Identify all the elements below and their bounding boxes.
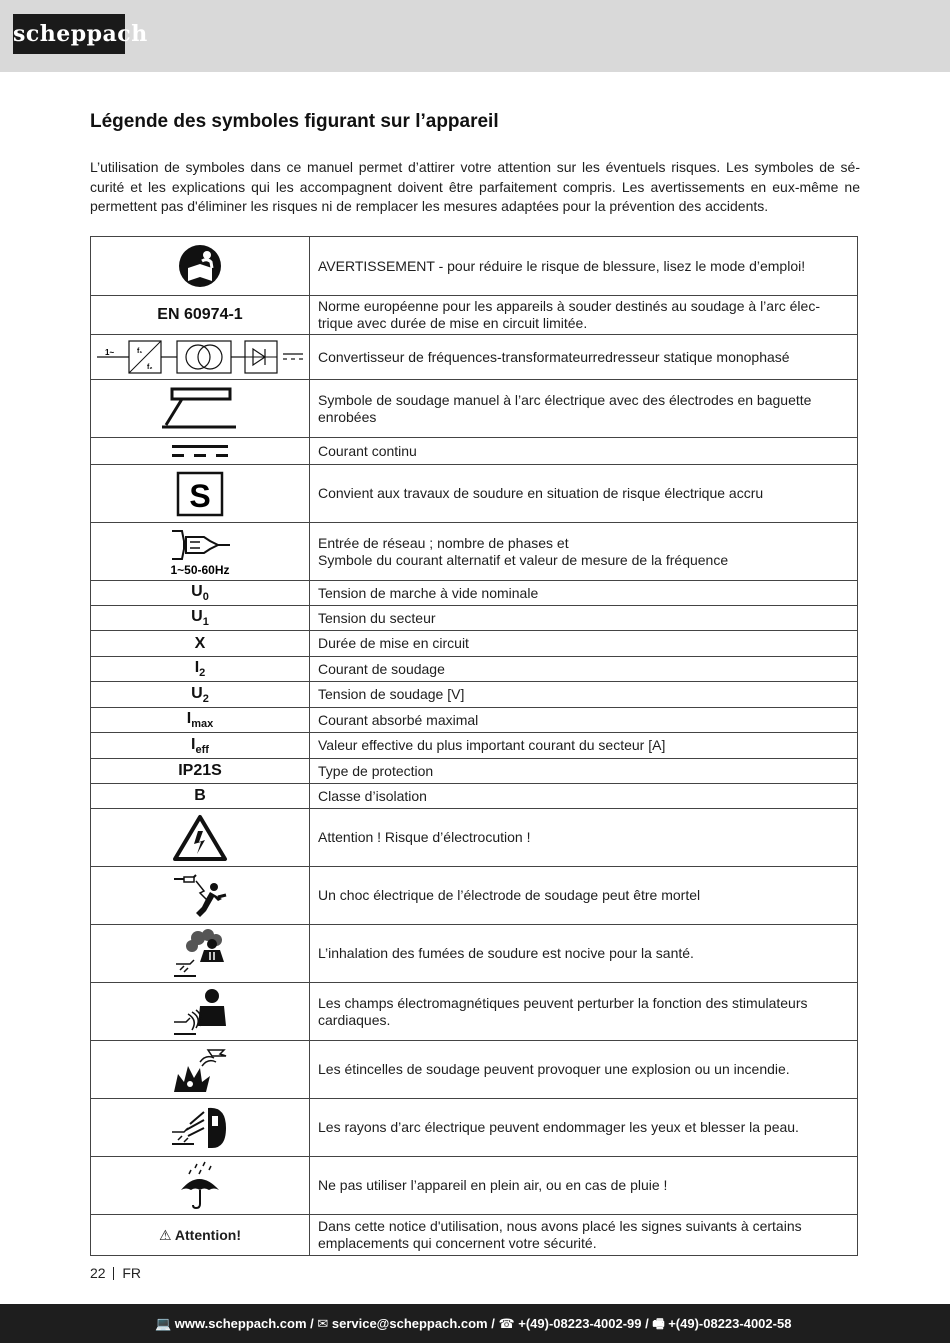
f1-label: f₁ xyxy=(137,348,143,355)
description-cell: Les champs électromagnétiques peuvent perturber la fonction des stimulateurs cardiaques. xyxy=(310,983,858,1041)
symbol-cell xyxy=(91,606,310,631)
s-letter: S xyxy=(189,477,211,514)
no-rain-icon xyxy=(175,1160,225,1212)
symbol-subscript: 2 xyxy=(199,667,206,679)
symbol-label xyxy=(186,710,214,730)
symbol-cell xyxy=(91,335,310,380)
symbol-subscript: 2 xyxy=(202,692,209,705)
symbol-main: U xyxy=(191,684,203,702)
description-cell: Valeur effective du plus important courant du secteur [A] xyxy=(310,733,858,759)
symbol-main: U xyxy=(191,608,203,625)
page-number xyxy=(90,1265,141,1281)
table-row xyxy=(91,809,858,867)
symbol-label xyxy=(191,608,209,628)
language-code: FR xyxy=(122,1265,142,1281)
symbol-label: B xyxy=(194,787,206,804)
symbol-label: X xyxy=(194,634,206,652)
table-row xyxy=(91,1215,858,1256)
symbol-cell xyxy=(91,237,310,296)
symbol-cell xyxy=(91,1041,310,1099)
table-row xyxy=(91,335,858,380)
description-cell: AVERTISSEMENT - pour réduire le risque de blessure, lisez le mode d’emploi! xyxy=(310,237,858,296)
symbol-cell xyxy=(91,1099,310,1157)
read-manual-icon xyxy=(178,244,222,288)
description-cell: Les rayons d’arc électrique peuvent endommager les yeux et blesser la peau. xyxy=(310,1099,858,1157)
symbol-cell xyxy=(91,809,310,867)
electric-hazard-icon xyxy=(172,814,228,862)
standard-label: EN 60974-1 xyxy=(157,306,243,323)
symbol-subscript: eff xyxy=(195,743,209,756)
symbol-label xyxy=(191,684,209,705)
table-row xyxy=(91,733,858,759)
table-row xyxy=(91,237,858,296)
symbol-main: I xyxy=(194,659,200,676)
symbol-cell xyxy=(91,733,310,759)
intro-paragraph: L’utilisation de symboles dans ce manuel permet d’attirer votre attention sur les éventuels risques. Les symboles de sé-curité et les explications qui les accompagnent doivent être parfaitement compris. Les avertissements en eux-même ne permettent pas d'éliminer les risques ni de remplacer les mesures adaptées pour la prévention des accidents. xyxy=(90,159,860,214)
description-cell: Les étincelles de soudage peuvent provoquer une explosion ou un incendie. xyxy=(310,1041,858,1099)
page-separator xyxy=(113,1267,114,1280)
symbol-cell xyxy=(91,983,310,1041)
sparks-explosion-icon xyxy=(170,1044,230,1096)
page-title: Légende des symboles figurant sur l’appareil xyxy=(90,111,499,132)
description-cell: Durée de mise en circuit xyxy=(310,631,858,657)
symbol-cell xyxy=(91,708,310,733)
description-cell: Attention ! Risque d’électrocution ! xyxy=(310,809,858,867)
symbol-cell xyxy=(91,631,310,657)
description-cell: Un choc électrique de l’électrode de soudage peut être mortel xyxy=(310,867,858,925)
mains-input-icon xyxy=(160,527,240,577)
symbol-main: I xyxy=(191,735,196,753)
symbol-cell xyxy=(91,784,310,809)
table-row xyxy=(91,631,858,657)
symbol-cell xyxy=(91,581,310,606)
symbol-cell xyxy=(91,657,310,682)
description-line: Entrée de réseau ; nombre de phases et xyxy=(318,534,569,551)
description-line: Symbole du courant alternatif et valeur de mesure de la fréquence xyxy=(318,551,729,568)
symbol-subscript: max xyxy=(191,718,214,730)
description-cell: Courant absorbé maximal xyxy=(310,708,858,733)
symbol-main: U xyxy=(191,583,203,600)
s-symbol-icon xyxy=(176,471,224,517)
symbol-cell xyxy=(91,867,310,925)
symbol-cell xyxy=(91,296,310,335)
symbol-label xyxy=(191,735,209,756)
table-row xyxy=(91,657,858,682)
contact-line: 💻 www.scheppach.com / ✉ service@scheppach.com / ☎ +(49)-08223-4002-99 / 🖷 +(49)-08223-4002-58 xyxy=(155,1316,792,1331)
symbol-label: IP21S xyxy=(178,762,222,779)
direct-current-icon xyxy=(170,442,230,460)
table-row xyxy=(91,465,858,523)
description-cell: Tension de marche à vide nominale xyxy=(310,581,858,606)
symbol-cell xyxy=(91,438,310,465)
description-cell: L’inhalation des fumées de soudure est nocive pour la santé. xyxy=(310,925,858,983)
header-bar xyxy=(0,0,950,72)
page-number-value: 22 xyxy=(90,1265,106,1281)
table-row xyxy=(91,606,858,631)
table-row xyxy=(91,1099,858,1157)
table-row xyxy=(91,523,858,581)
symbol-label xyxy=(194,659,206,679)
symbol-cell xyxy=(91,523,310,581)
symbol-cell xyxy=(91,759,310,784)
symbol-main: I xyxy=(186,710,192,727)
symbol-legend-table xyxy=(90,236,858,1256)
attention-label: ⚠ Attention! xyxy=(158,1226,241,1243)
electromagnetic-field-icon xyxy=(170,986,230,1038)
description-cell: Dans cette notice d'utilisation, nous avons placé les signes suivants à certains emplacements qui concernent votre sécurité. xyxy=(310,1215,858,1256)
phase-label: 1~ xyxy=(105,348,115,357)
frequency-converter-icon xyxy=(93,339,307,375)
symbol-label xyxy=(191,583,209,603)
description-cell: Convertisseur de fréquences-transformateurredresseur statique monophasé xyxy=(310,335,858,380)
description-cell: Courant continu xyxy=(310,438,858,465)
table-row xyxy=(91,682,858,708)
description-cell: Symbole de soudage manuel à l’arc électrique avec des électrodes en baguette enrobées xyxy=(310,380,858,438)
symbol-cell xyxy=(91,925,310,983)
footer-bar xyxy=(0,1304,950,1343)
table-row xyxy=(91,925,858,983)
f2-label: f₂ xyxy=(147,364,153,371)
symbol-cell xyxy=(91,380,310,438)
table-row xyxy=(91,867,858,925)
table-row xyxy=(91,983,858,1041)
table-row xyxy=(91,708,858,733)
description-cell: Classe d’isolation xyxy=(310,784,858,809)
symbol-cell xyxy=(91,682,310,708)
table-row xyxy=(91,380,858,438)
symbol-subscript: 1 xyxy=(202,616,209,628)
symbol-cell xyxy=(91,1215,310,1256)
brand-logo: scheppach xyxy=(13,14,125,54)
table-row xyxy=(91,759,858,784)
table-row xyxy=(91,1157,858,1215)
description-cell: Tension du secteur xyxy=(310,606,858,631)
table-row xyxy=(91,1041,858,1099)
symbol-subscript: 0 xyxy=(202,591,209,603)
description-cell xyxy=(310,523,858,581)
description-cell: Courant de soudage xyxy=(310,657,858,682)
electrode-shock-icon xyxy=(170,871,230,921)
symbol-cell xyxy=(91,1157,310,1215)
description-cell: Tension de soudage [V] xyxy=(310,682,858,708)
description-cell: Ne pas utiliser l’appareil en plein air, ou en cas de pluie ! xyxy=(310,1157,858,1215)
table-row xyxy=(91,438,858,465)
manual-arc-welding-icon xyxy=(160,385,240,433)
description-cell: Norme européenne pour les appareils à souder destinés au soudage à l’arc élec-trique avec durée de mise en circuit limitée. xyxy=(310,296,858,335)
mains-frequency-label: 1~50-60Hz xyxy=(170,562,230,577)
table-row xyxy=(91,581,858,606)
welding-fumes-icon xyxy=(170,928,230,980)
table-row xyxy=(91,296,858,335)
symbol-cell xyxy=(91,465,310,523)
description-cell: Type de protection xyxy=(310,759,858,784)
table-row xyxy=(91,784,858,809)
description-cell: Convient aux travaux de soudure en situation de risque électrique accru xyxy=(310,465,858,523)
arc-rays-icon xyxy=(168,1102,232,1154)
